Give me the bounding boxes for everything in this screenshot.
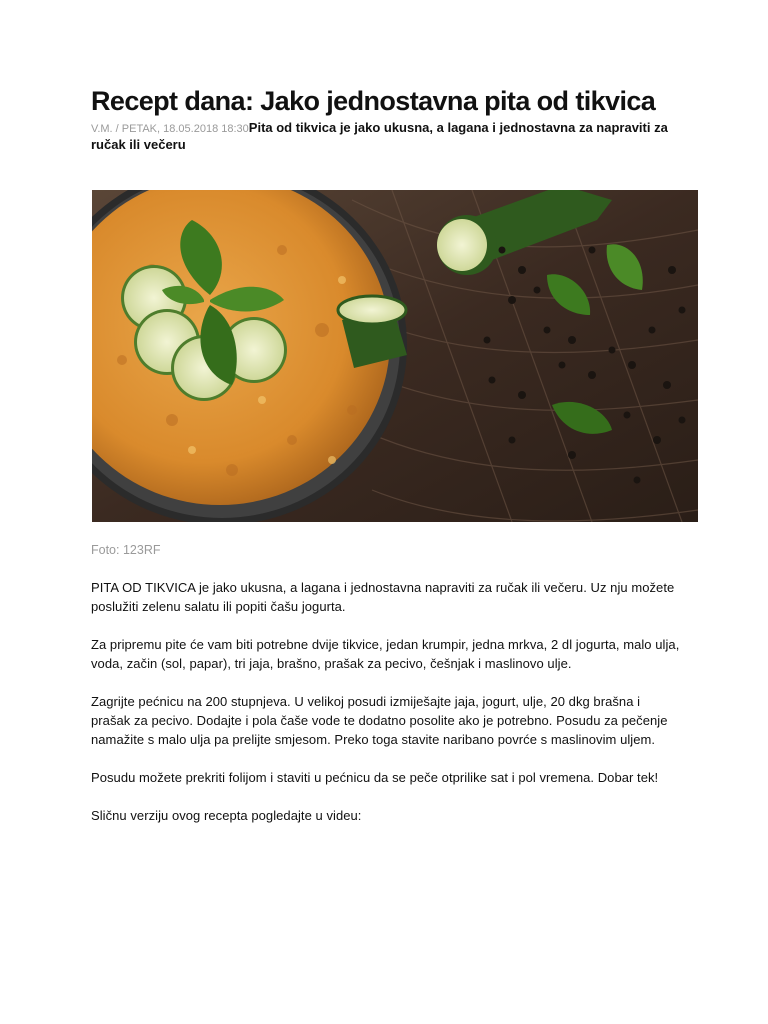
paragraph: Posudu možete prekriti folijom i staviti u pećnicu da se peče otprilike sat i pol vremena. Dobar tek!: [91, 770, 659, 785]
article-subline: [91, 120, 681, 153]
article-body: [91, 578, 681, 844]
image-credit: Foto: 123RF: [91, 543, 161, 557]
article-lead: Pita od tikvica je jako ukusna, a lagana i jednostavna za napraviti za ručak ili večeru: [91, 120, 668, 152]
paragraph: Za pripremu pite će vam biti potrebne dvije tikvice, jedan krumpir, jedna mrkva, 2 dl jogurta, malo ulja, voda, začin (sol, papar), tri jaja, brašno, prašak za pecivo, češnjak i maslinovo ulje.: [91, 637, 680, 671]
paragraph: Zagrijte pećnicu na 200 stupnjeva. U velikoj posudi izmiješajte jaja, jogurt, ulje, 20 dkg brašna i prašak za pecivo. Dodajte i pola čaše vode te dodatno posolite ako je potrebno. Posudu za pečenje namažite s malo ulja pa prelijte smjesom. Preko toga stavite naribano povrće s maslinovim uljem.: [91, 694, 668, 747]
article-header: [91, 86, 681, 153]
article-meta: V.M. / PETAK, 18.05.2018 18:30: [91, 123, 249, 135]
article-photo: [92, 190, 698, 522]
paragraph: Sličnu verziju ovog recepta pogledajte u videu:: [91, 808, 362, 823]
paragraph: PITA OD TIKVICA je jako ukusna, a lagana i jednostavna napraviti za ručak ili večeru. Uz nju možete poslužiti zelenu salatu ili popiti čašu jogurta.: [91, 580, 675, 614]
article-title: Recept dana: Jako jednostavna pita od tikvica: [91, 86, 656, 116]
